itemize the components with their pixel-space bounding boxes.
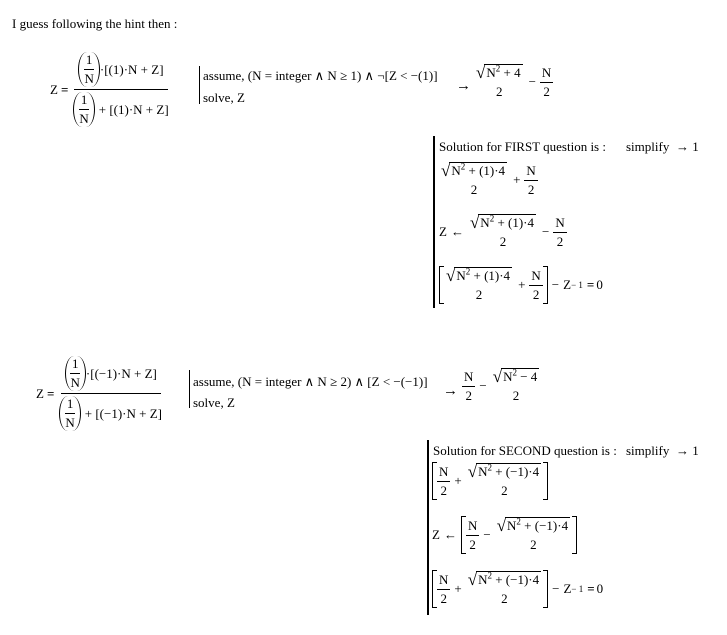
result-1: √ $N^2 + 4$ 2 − $\frac{N}{2}$	[476, 63, 552, 99]
simplify-keyword: simplify	[626, 443, 670, 458]
solution-1-bar	[433, 136, 435, 308]
main-fraction: $\frac{1}{N}$ · [(1)·N + Z] $\frac{1}{N}$ + [(1)·N + Z]	[71, 52, 170, 127]
assume-modifier: assume, (N = integer ∧ N ≥ 2) ∧ [Z < −(−1)]	[193, 374, 428, 389]
solution-1-line-1: √ $N^2 + (1)\cdot 4$ 2 + $\frac{N}{2}$	[441, 161, 536, 197]
solution-1-line-2: Z ← √ $N^2 + (1)\cdot 4$ 2 − $\frac{N}{2}$	[439, 213, 565, 249]
solution-2-line-3: $\frac{N}{2}$ + √ $N^2 + (-1)\cdot 4$ 2 − Z − 1 = 0	[432, 570, 603, 608]
intro-text: I guess following the hint then :	[12, 16, 178, 31]
solution-2-line-2: Z ← $\frac{N}{2}$ − √ $N^2 + (-1)\cdot 4$ 2	[432, 516, 577, 554]
main-fraction: $\frac{1}{N}$ · [(−1)·N + Z] $\frac{1}{N}$ + [(−1)·N + Z]	[57, 356, 164, 431]
result-arrow: →	[456, 78, 471, 94]
denominator-term: + [(−1)·N + Z]	[84, 405, 162, 421]
simplify-keyword: simplify	[626, 139, 670, 154]
result-2: $\frac{N}{2}$ − √ $N^2 - 4$ 2	[464, 367, 538, 403]
numerator-term: [(1)·N + Z]	[104, 61, 164, 77]
simplify-result: → 1	[676, 139, 699, 154]
equation-2	[36, 356, 164, 431]
modifier-bar	[189, 370, 190, 408]
solve-modifier: solve, Z	[203, 90, 245, 105]
equals-sign: =	[46, 385, 55, 401]
solution-2-line-1: $\frac{N}{2}$ + √ $N^2 + (-1)\cdot 4$ 2	[432, 462, 548, 500]
denominator-term: + [(1)·N + Z]	[98, 101, 169, 117]
equals-sign: =	[60, 81, 69, 97]
modifier-bar	[199, 66, 200, 104]
solution-1-line-3: √ $N^2 + (1)\cdot 4$ 2 + $\frac{N}{2}$ − Z − 1 = 0	[439, 266, 603, 304]
simplify-result: → 1	[676, 443, 699, 458]
numerator-term: [(−1)·N + Z]	[90, 365, 157, 381]
result-arrow: →	[443, 383, 458, 399]
equation-1	[50, 52, 171, 127]
lhs-z: Z	[50, 81, 58, 97]
solve-modifier: solve, Z	[193, 395, 235, 410]
solution-1-header: Solution for FIRST question is :	[439, 139, 606, 154]
solution-2-bar	[427, 440, 429, 615]
lhs-z: Z	[36, 385, 44, 401]
solution-2-header: Solution for SECOND question is :	[433, 443, 617, 458]
paren-one-over-n-den: $\frac{1}{N}$	[73, 92, 94, 127]
paren-one-over-n: $\frac{1}{N}$	[78, 52, 99, 87]
assume-modifier: assume, (N = integer ∧ N ≥ 1) ∧ ¬[Z < −(1)]	[203, 68, 438, 83]
